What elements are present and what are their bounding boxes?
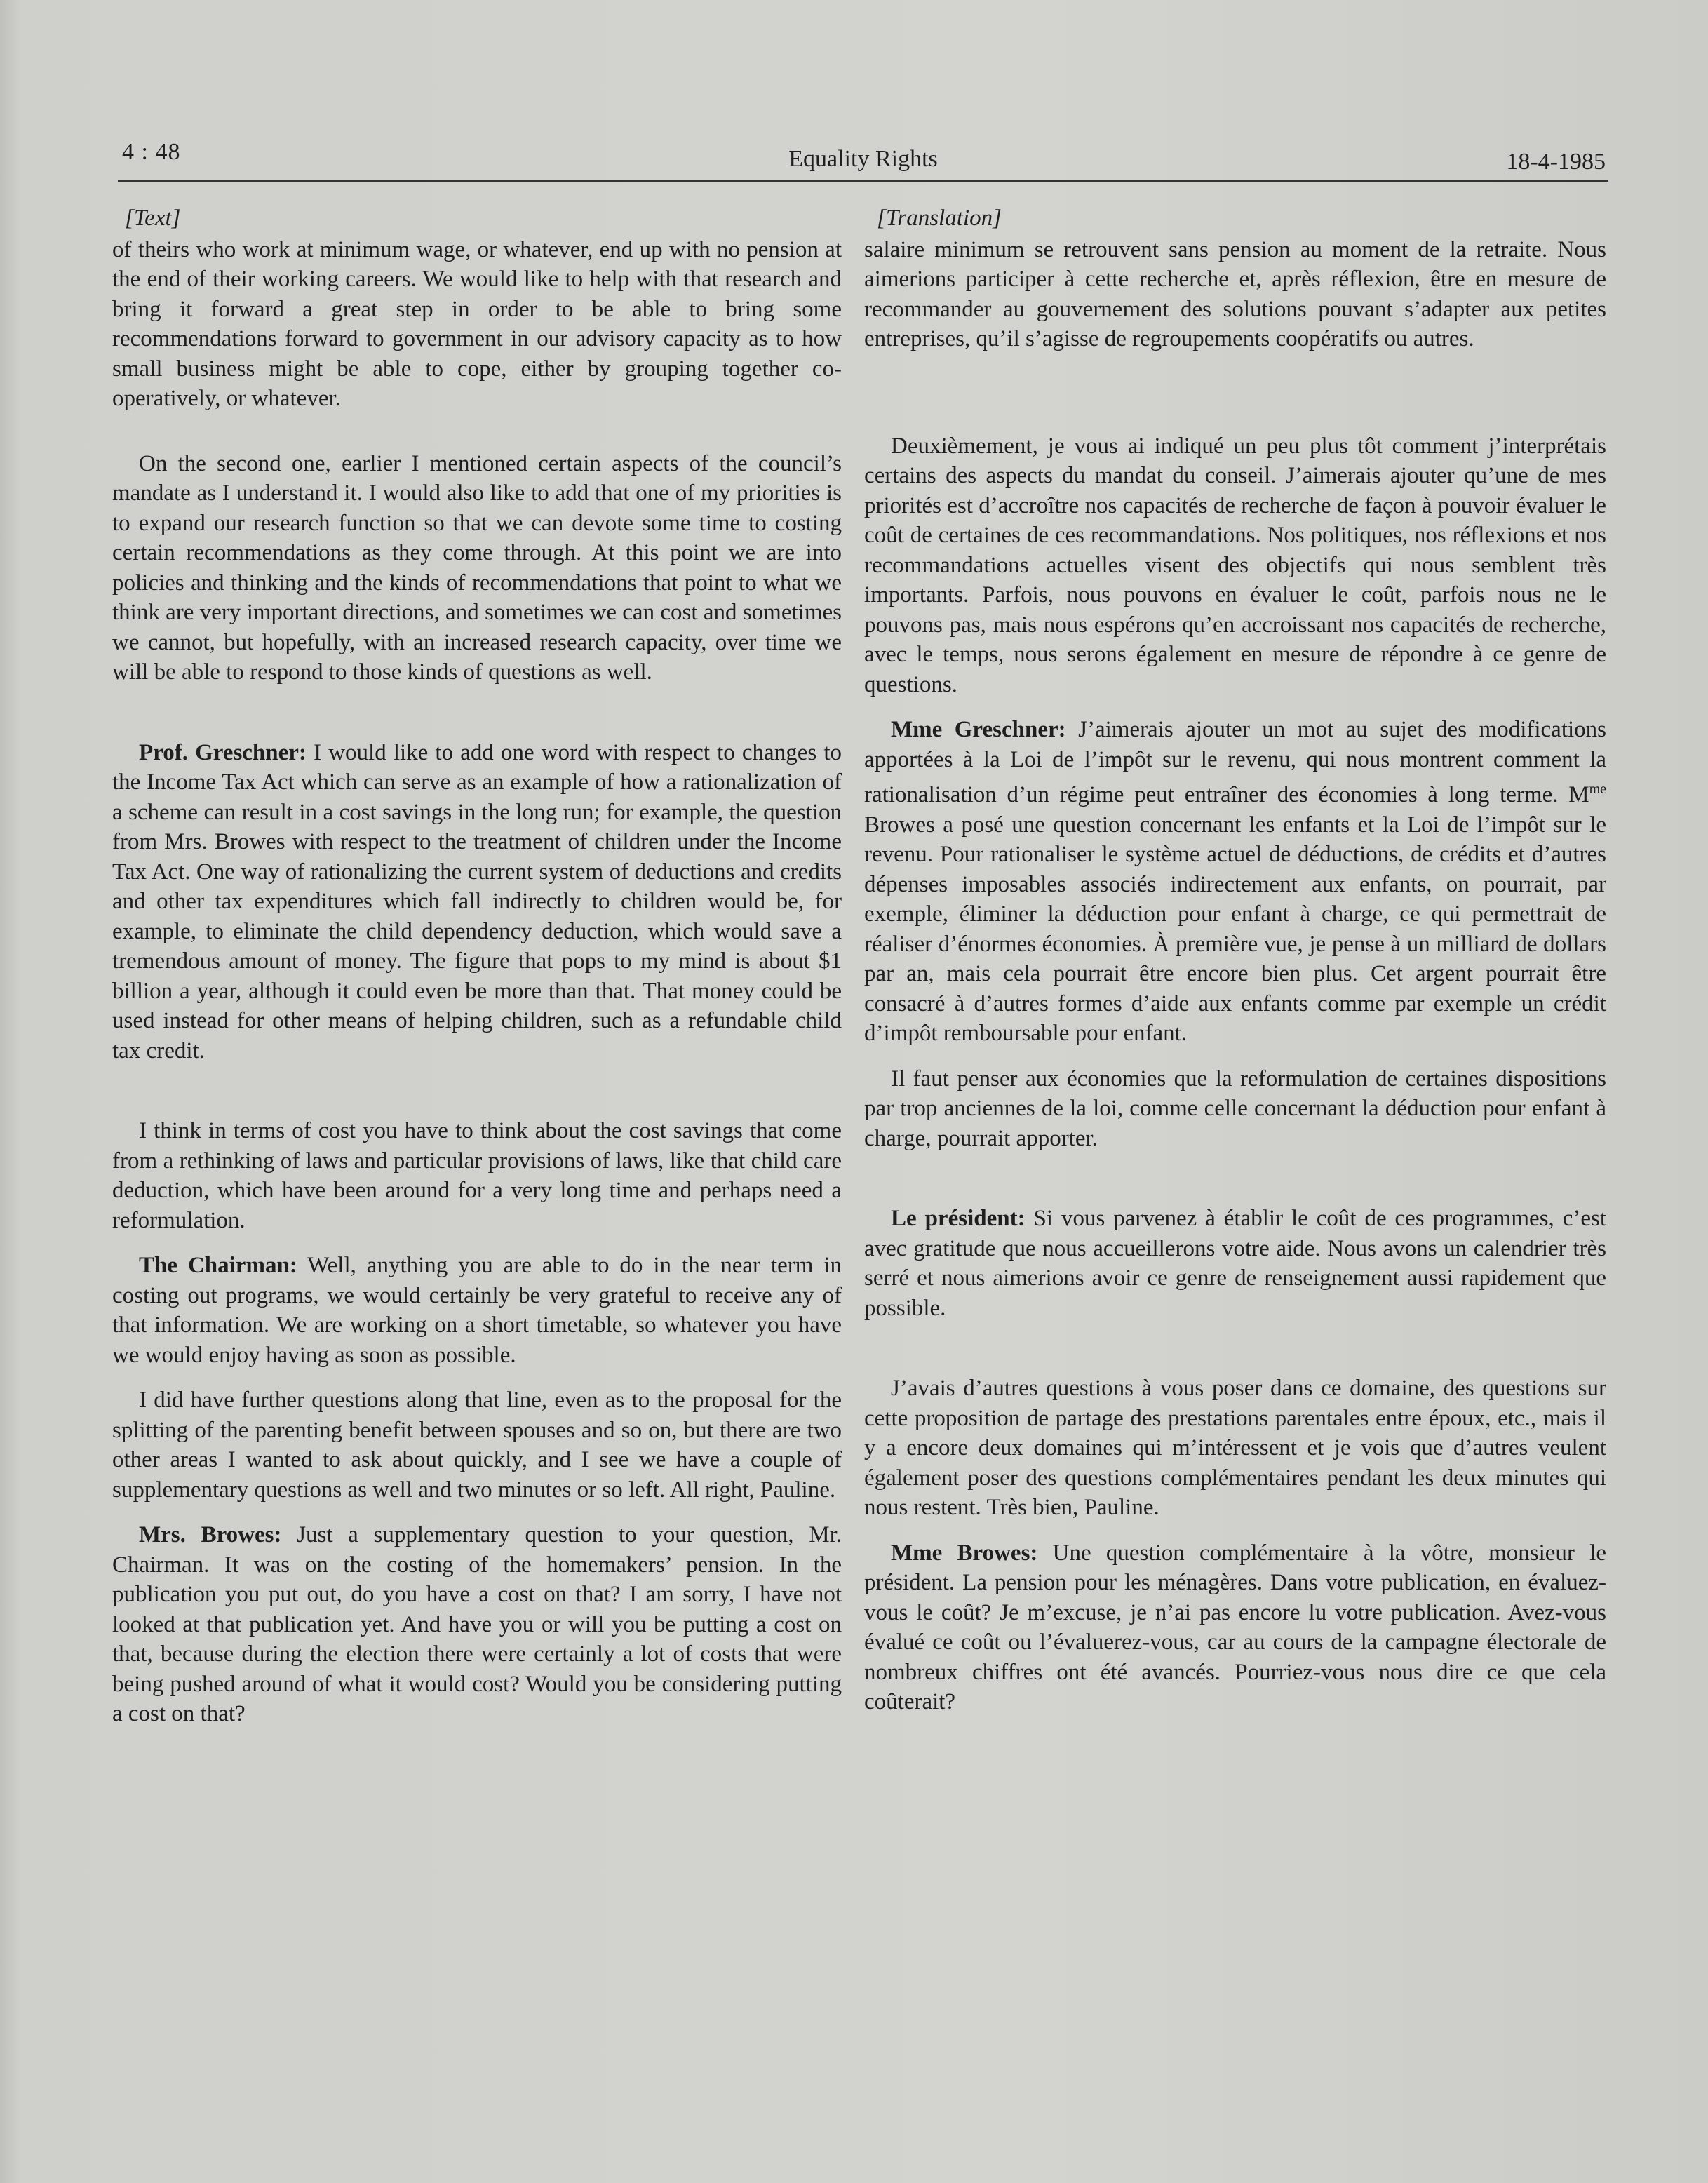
speaker-name: Mme Browes: — [891, 1540, 1038, 1566]
speaker-name: Prof. Greschner: — [139, 739, 307, 765]
speech-text: Just a supplementary question to your question, Mr. Chairman. It was on the costing of the homemakers’ pension. In the publication you put out, do you have a cost on that? I am sorry, I have not looked at that publication yet. And have you or will you be putting a cost on that, because during the election there were certainly a lot of costs that were being pushed around of what it would cost? Would you be considering putting a cost on that? — [112, 1522, 842, 1726]
speaker-paragraph — [864, 1538, 1606, 1717]
english-column — [112, 203, 842, 1729]
column-label-translation: [Translation] — [877, 206, 1002, 231]
page-number: 4 : 48 — [122, 139, 181, 165]
speaker-paragraph — [864, 715, 1606, 1049]
superscript: me — [1589, 781, 1606, 797]
speech-text: Browes a posé une question concernant les enfants et la Loi de l’impôt sur le revenu. Pour rationaliser le système actuel de déductions, de crédits et d’autres dépenses imposables associés indirectement aux enfants, on pourrait, par exemple, éliminer la déduction pour enfant à charge, ce qui permettrait de réaliser d’énormes économies. À première vue, je pense à un milliard de dollars par an, mais cela pourrait être encore bien plus. Cet argent pourrait être consacré à d’autres formes d’aide aux enfants comme par exemple un crédit d’impôt remboursable pour enfant. — [864, 812, 1606, 1046]
page-header — [118, 139, 1608, 182]
speech-text: J’aimerais ajouter un mot au sujet des modifications apportées à la Loi de l’impôt sur le revenu, qui nous montrent comment la rationalisation d’un régime peut entraîner des économies à long terme. M — [864, 717, 1606, 807]
paragraph: Il faut penser aux économies que la reformulation de certaines dispositions par trop anciennes de la loi, comme celle concernant la déduction pour enfant à charge, pourrait apporter. — [864, 1066, 1606, 1151]
paragraph: J’avais d’autres questions à vous poser dans ce domaine, des questions sur cette proposition de partage des prestations parentales entre époux, etc., mais il y a encore deux domaines qui m’intéressent et je vois que d’autres veulent également poser des questions complémentaires pendant les deux minutes qui nous restent. Très bien, Pauline. — [864, 1376, 1606, 1520]
speech-text: I would like to add one word with respect to changes to the Income Tax Act which can serve as an example of how a rationalization of a scheme can result in a cost savings in the long run; for example, the question from Mrs. Browes with respect to the treatment of children under the Income Tax Act. One way of rationalizing the current system of deductions and credits and other tax expenditures which fall indirectly to children would be, for example, to eliminate the child dependency deduction, which would save a tremendous amount of money. The figure that pops to my mind is about $1 billion a year, although it could even be more than that. That money could be used instead for other means of helping children, such as a refundable child tax credit. — [112, 739, 842, 1063]
paragraph: Deuxièmement, je vous ai indiqué un peu plus tôt comment j’interprétais certains des aspects du mandat du conseil. J’aimerais ajouter qu’une de mes priorités est d’accroître nos capacités de recherche de façon à pouvoir évaluer le coût de certaines de ces recommandations. Nos politiques, nos réflexions et nos recommandations actuelles visent des objectifs qui nous semblent très importants. Parfois, nous pouvons en évaluer le coût, parfois nous ne le pouvons pas, mais nous espérons qu’en accroissant nos capacités de recherche, avec le temps, nous serons également en mesure de répondre à ce genre de questions. — [864, 433, 1606, 697]
paragraph: salaire minimum se retrouvent sans pension au moment de la retraite. Nous aimerions participer à cette recherche et, après réflexion, être en mesure de recommander au gouvernement des solutions pouvant s’adapter aux petites entreprises, qu’il s’agisse de regroupements coopératifs ou autres. — [864, 236, 1606, 351]
speech-text: Well, anything you are able to do in the near term in costing out programs, we would certainly be very grateful to receive any of that information. We are working on a short timetable, so whatever you have we would enjoy having as soon as possible. — [112, 1253, 842, 1368]
speaker-name: Mrs. Browes: — [139, 1522, 282, 1547]
speaker-name: Le président: — [891, 1206, 1026, 1231]
column-label-text: [Text] — [125, 206, 181, 231]
paragraph: of theirs who work at minimum wage, or whatever, end up with no pension at the end of their working careers. We would like to help with that research and bring it forward a great step in order to be able to bring some recommendations forward to government in our advisory capacity as to how small business might be able to cope, either by grouping together co-operatively, or whatever. — [112, 236, 842, 411]
running-title: Equality Rights — [788, 146, 938, 172]
speaker-name: The Chairman: — [139, 1253, 297, 1278]
french-column — [864, 203, 1606, 1717]
paragraph: On the second one, earlier I mentioned certain aspects of the council’s mandate as I understand it. I would also like to add that one of my priorities is to expand our research function so that we can devote some time to costing certain recommendations as they come through. At this point we are into policies and thinking and the kinds of recommendations that point to what we think are very important directions, and sometimes we can cost and sometimes we cannot, but hopefully, with an increased research capacity, over time we will be able to respond to those kinds of questions as well. — [112, 450, 842, 685]
speaker-paragraph — [864, 1204, 1606, 1323]
header-date: 18-4-1985 — [1506, 149, 1606, 175]
paragraph: I think in terms of cost you have to think about the cost savings that come from a rethinking of laws and particular provisions of laws, like that child care deduction, which have been around for a very long time and perhaps need a reformulation. — [112, 1118, 842, 1233]
paragraph: I did have further questions along that line, even as to the proposal for the splitting of the parenting benefit between spouses and so on, but there are two other areas I wanted to ask about quickly, and I see we have a couple of supplementary questions as well and two minutes or so left. All right, Pauline. — [112, 1388, 842, 1503]
speaker-paragraph — [112, 1251, 842, 1370]
speaker-name: Mme Greschner: — [891, 717, 1066, 742]
speech-text: Une question complémentaire à la vôtre, monsieur le président. La pension pour les ménagères. Dans votre publication, en évaluez-vous le coût? Je m’excuse, je n’ai pas encore lu votre publication. Avez-vous évalué ce coût ou l’évaluerez-vous, car au cours de la campagne électorale de nombreux chiffres ont été avancés. Pourriez-vous nous dire ce que cela coûterait? — [864, 1540, 1606, 1714]
speech-text: Si vous parvenez à établir le coût de ces programmes, c’est avec gratitude que nous accueillerons votre aide. Nous avons un calendrier très serré et nous aimerions avoir ce genre de renseignement aussi rapidement que possible. — [864, 1206, 1606, 1321]
speaker-paragraph — [112, 1520, 842, 1729]
speaker-paragraph — [112, 738, 842, 1066]
